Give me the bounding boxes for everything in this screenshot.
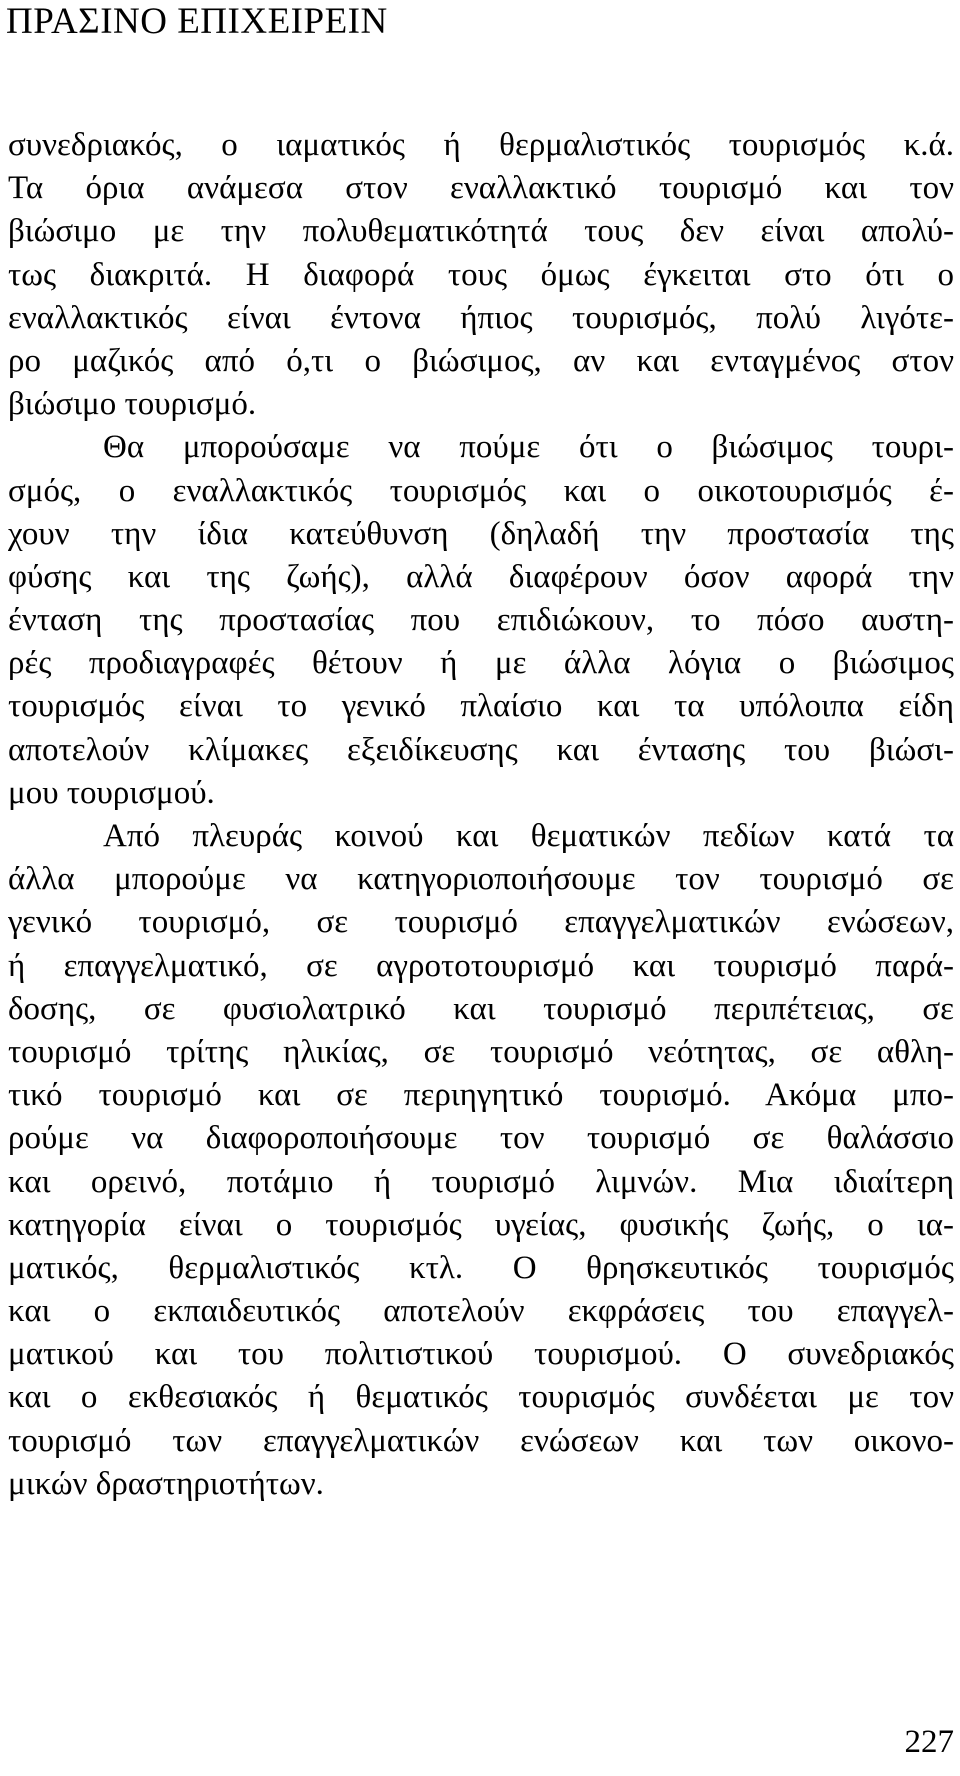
text-line: τικό τουρισμό και σε περιηγητικό τουρισμό. Ακόμα μπο- — [8, 1077, 954, 1114]
running-title: ΠΡΑΣΙΝΟ ΕΠΙΧΕΙΡΕΙΝ — [6, 1, 388, 42]
text-line: ρο μαζικός από ό,τι ο βιώσιμος, αν και ενταγμένος στον — [8, 342, 954, 379]
text-line: σμός, ο εναλλακτικός τουρισμός και ο οικοτουρισμός έ- — [8, 472, 954, 509]
paragraph-first-line: Από πλευράς κοινού και θεματικών πεδίων κατά τα — [103, 818, 954, 854]
page-number: 227 — [904, 1724, 954, 1760]
text-line: Τα όρια ανάμεσα στον εναλλακτικό τουρισμό και τον — [8, 170, 954, 207]
text-line: ματικός, θερμαλιστικός κτλ. Ο θρησκευτικός τουρισμός — [8, 1249, 954, 1286]
text-line: τως διακριτά. Η διαφορά τους όμως έγκειται στο ότι ο — [8, 256, 954, 293]
text-line: τουρισμός είναι το γενικό πλαίσιο και τα υπόλοιπα είδη — [8, 688, 954, 725]
text-line: και ο εκθεσιακός ή θεματικός τουρισμός συνδέεται με τον — [8, 1379, 954, 1416]
text-line: φύσης και της ζωής), αλλά διαφέρουν όσον αφορά την — [8, 558, 954, 595]
text-line: εναλλακτικός είναι έντονα ήπιος τουρισμός, πολύ λιγότε- — [8, 299, 954, 336]
text-line: και ο εκπαιδευτικός αποτελούν εκφράσεις του επαγγελ- — [8, 1293, 954, 1330]
text-line: τουρισμό των επαγγελματικών ενώσεων και των οικονο- — [8, 1422, 954, 1459]
text-line: ένταση της προστασίας που επιδιώκουν, το πόσο αυστη- — [8, 602, 954, 639]
body-text — [8, 124, 954, 1506]
text-line: γενικό τουρισμό, σε τουρισμό επαγγελματικών ενώσεων, — [8, 904, 954, 941]
text-line: ρές προδιαγραφές θέτουν ή με άλλα λόγια ο βιώσιμος — [8, 645, 954, 682]
text-line: συνεδριακός, ο ιαματικός ή θερμαλιστικός τουρισμός κ.ά. — [8, 127, 954, 163]
text-line: δοσης, σε φυσιολατρικό και τουρισμό περιπέτειας, σε — [8, 990, 954, 1027]
text-line: μου τουρισμού. — [8, 774, 215, 811]
text-line: τουρισμό τρίτης ηλικίας, σε τουρισμό νεότητας, σε αθλη- — [8, 1033, 954, 1070]
text-line: βιώσιμο τουρισμό. — [8, 386, 257, 423]
text-line: ματικού και του πολιτιστικού τουρισμού. Ο συνεδριακός — [8, 1336, 954, 1373]
text-line: κατηγορία είναι ο τουρισμός υγείας, φυσικής ζωής, ο ια- — [8, 1206, 954, 1243]
text-line: χουν την ίδια κατεύθυνση (δηλαδή την προστασία της — [8, 515, 954, 552]
text-line: βιώσιμο με την πολυθεματικότητά τους δεν είναι απολύ- — [8, 213, 954, 250]
text-line: μικών δραστηριοτήτων. — [8, 1465, 324, 1502]
text-line: και ορεινό, ποτάμιο ή τουρισμό λιμνών. Μια ιδιαίτερη — [8, 1163, 954, 1200]
text-line: ρούμε να διαφοροποιήσουμε τον τουρισμό σε θαλάσσιο — [8, 1120, 954, 1157]
paragraph-first-line: Θα μπορούσαμε να πούμε ότι ο βιώσιμος τουρι- — [103, 429, 954, 466]
text-line: άλλα μπορούμε να κατηγοριοποιήσουμε τον τουρισμό σε — [8, 861, 954, 898]
text-line: αποτελούν κλίμακες εξειδίκευσης και έντασης του βιώσι- — [8, 731, 954, 768]
text-line: ή επαγγελματικό, σε αγροτοτουρισμό και τουρισμό παρά- — [8, 947, 954, 984]
